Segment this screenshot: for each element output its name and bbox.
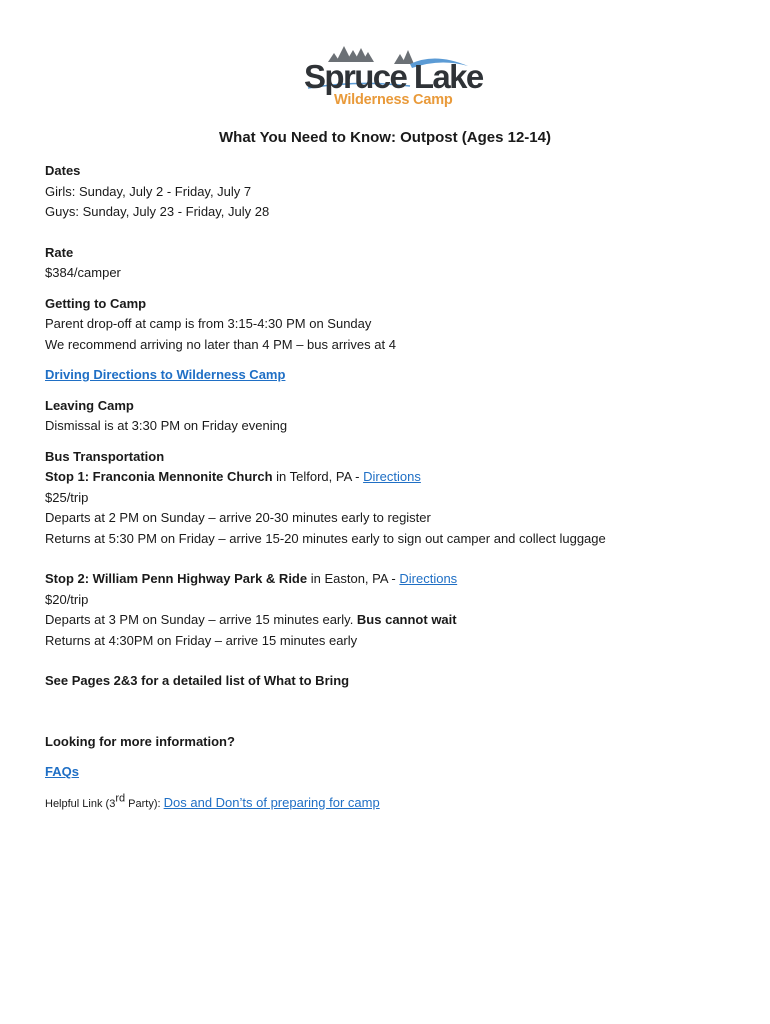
stop-2-departs-line: [45, 610, 745, 631]
dates-girls: Girls: Sunday, July 2 - Friday, July 7: [45, 183, 252, 199]
bus-heading: Bus Transportation: [45, 448, 165, 464]
helpful-prefix: Helpful Link (3: [45, 797, 116, 810]
helpful-sup: rd: [115, 792, 126, 805]
stop-2-bus-cannot-wait: Bus cannot wait: [356, 612, 457, 627]
stop-1-line: [45, 467, 745, 488]
faqs-link[interactable]: FAQs: [45, 764, 79, 779]
stop-1-price: $25/trip: [45, 489, 89, 505]
stop-2-line: [45, 569, 745, 590]
leaving-heading: Leaving Camp: [45, 397, 134, 413]
more-info-heading: Looking for more information?: [45, 733, 235, 749]
leaving-line-1: Dismissal is at 3:30 PM on Friday evening: [45, 418, 288, 433]
page-title: What You Need to Know: Outpost (Ages 12-14): [219, 129, 551, 146]
stop-1-location: in Telford, PA -: [272, 469, 364, 484]
helpful-link-line: [45, 793, 745, 814]
stop-2-directions-link[interactable]: Directions: [399, 571, 458, 586]
stop-2-location: in Easton, PA -: [307, 571, 400, 586]
logo-subtitle: Wilderness Camp: [334, 92, 453, 108]
stop-2-label: Stop 2: William Penn Highway Park & Ride: [45, 571, 308, 586]
logo: [300, 44, 483, 112]
rate-heading: Rate: [45, 244, 74, 260]
helpful-suffix: Party):: [125, 797, 164, 810]
driving-directions-link[interactable]: Driving Directions to Wilderness Camp: [45, 367, 286, 382]
rate-value: $384/camper: [45, 265, 121, 280]
getting-line-2: We recommend arriving no later than 4 PM – bus arrives at 4: [45, 336, 396, 352]
getting-heading: Getting to Camp: [45, 295, 147, 311]
stop-2-price: $20/trip: [45, 591, 89, 607]
logo-brand: Spruce Lake: [304, 58, 483, 95]
stop-1-departs: Departs at 2 PM on Sunday – arrive 20-30 minutes early to register: [45, 510, 431, 525]
stop-1-directions-link[interactable]: Directions: [363, 469, 421, 484]
dates-heading: Dates: [45, 163, 81, 178]
stop-2-departs: Departs at 3 PM on Sunday – arrive 15 minutes early.: [45, 612, 357, 627]
dos-and-donts-link[interactable]: Dos and Don’ts of preparing for camp: [163, 794, 380, 810]
stop-2-returns: Returns at 4:30PM on Friday – arrive 15 minutes early: [45, 632, 358, 648]
getting-line-1: Parent drop-off at camp is from 3:15-4:30 PM on Sunday: [45, 316, 372, 331]
see-pages-note: See Pages 2&3 for a detailed list of What to Bring: [45, 673, 350, 688]
stop-1-returns: Returns at 5:30 PM on Friday – arrive 15-20 minutes early to sign out camper and collect luggage: [45, 530, 606, 546]
dates-guys: Guys: Sunday, July 23 - Friday, July 28: [45, 204, 270, 219]
document-body: [45, 161, 745, 813]
stop-1-label: Stop 1: Franconia Mennonite Church: [45, 469, 273, 484]
